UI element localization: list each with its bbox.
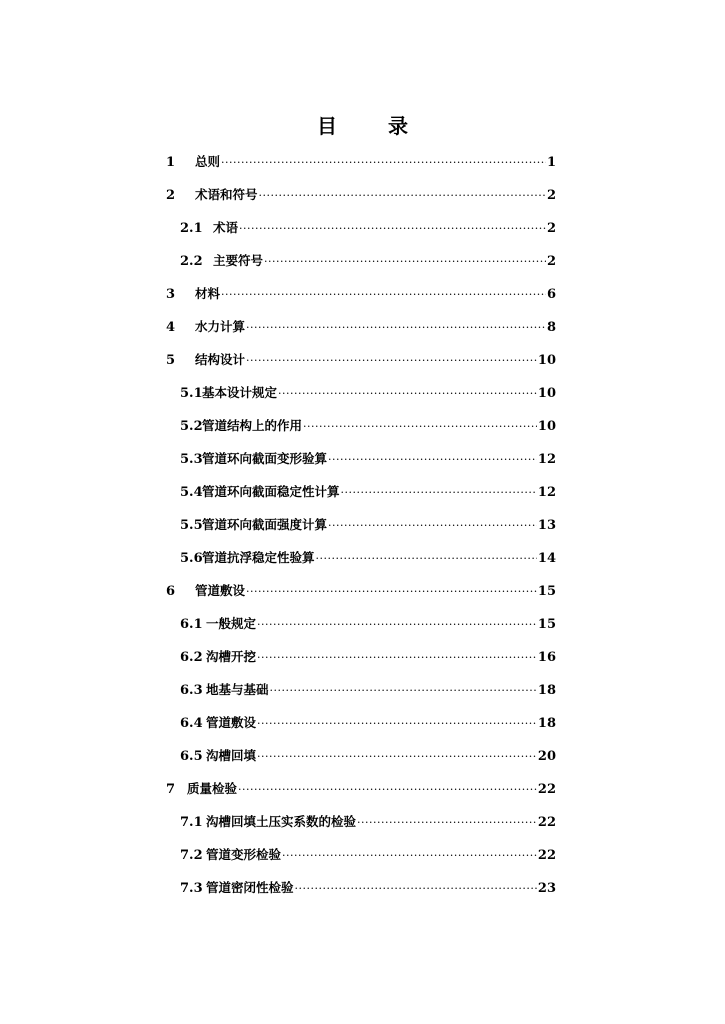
toc-label: 材料 bbox=[195, 286, 221, 301]
toc-page: 15 bbox=[537, 617, 556, 632]
toc-page: 6 bbox=[546, 287, 556, 302]
toc-number: 5.4 bbox=[180, 485, 203, 500]
toc-label: 主要符号 bbox=[213, 253, 264, 268]
toc-label: 地基与基础 bbox=[206, 682, 269, 697]
toc-label: 基本设计规定 bbox=[202, 385, 278, 400]
dot-leader bbox=[257, 747, 537, 767]
toc-number: 6.3 bbox=[180, 683, 203, 698]
dot-leader bbox=[264, 252, 546, 272]
toc-label: 术语和符号 bbox=[195, 187, 258, 202]
toc-label: 管道敷设 bbox=[195, 583, 246, 598]
toc-label: 一般规定 bbox=[206, 616, 257, 631]
toc-page: 23 bbox=[537, 881, 556, 896]
toc-number: 5.6 bbox=[180, 551, 203, 566]
toc-label: 水力计算 bbox=[195, 319, 246, 334]
toc-page: 14 bbox=[537, 551, 556, 566]
toc-entry-7-1[interactable] bbox=[180, 812, 556, 832]
toc-label: 沟槽开挖 bbox=[206, 649, 257, 664]
dot-leader bbox=[357, 813, 537, 833]
toc-label: 质量检验 bbox=[187, 781, 238, 796]
toc-entry-5-2[interactable] bbox=[180, 416, 556, 436]
dot-leader bbox=[257, 615, 537, 635]
dot-leader bbox=[328, 516, 537, 536]
toc-page: 10 bbox=[537, 353, 556, 368]
toc-entry-6-5[interactable] bbox=[180, 746, 556, 766]
toc-page: 8 bbox=[546, 320, 556, 335]
toc-number: 2 bbox=[166, 188, 176, 203]
toc-page: 12 bbox=[537, 452, 556, 467]
toc-entry-5-6[interactable] bbox=[180, 548, 556, 568]
toc-number: 7.2 bbox=[180, 848, 203, 863]
dot-leader bbox=[246, 351, 537, 371]
toc-label: 管道结构上的作用 bbox=[202, 418, 303, 433]
dot-leader bbox=[246, 318, 546, 338]
dot-leader bbox=[316, 549, 537, 569]
toc-label: 总则 bbox=[195, 154, 221, 169]
toc-number: 4 bbox=[166, 320, 176, 335]
toc-number: 2.2 bbox=[180, 254, 203, 269]
toc-number: 6.4 bbox=[180, 716, 203, 731]
toc-entry-6-3[interactable] bbox=[180, 680, 556, 700]
toc-number: 7.1 bbox=[180, 815, 203, 830]
toc-entry-5-3[interactable] bbox=[180, 449, 556, 469]
toc-entry-5-5[interactable] bbox=[180, 515, 556, 535]
toc-number: 5.2 bbox=[180, 419, 203, 434]
toc-entry-7-3[interactable] bbox=[180, 878, 556, 898]
toc-number: 6 bbox=[166, 584, 176, 599]
dot-leader bbox=[303, 417, 537, 437]
toc-label: 管道敷设 bbox=[206, 715, 257, 730]
toc-number: 5.5 bbox=[180, 518, 203, 533]
toc-label: 沟槽回填土压实系数的检验 bbox=[206, 814, 357, 829]
toc-number: 6.2 bbox=[180, 650, 203, 665]
toc-number: 3 bbox=[166, 287, 176, 302]
toc-label: 管道环向截面稳定性计算 bbox=[202, 484, 340, 499]
toc-page: 10 bbox=[537, 386, 556, 401]
toc-label: 管道环向截面变形验算 bbox=[202, 451, 328, 466]
toc-page: 12 bbox=[537, 485, 556, 500]
toc-label: 结构设计 bbox=[195, 352, 246, 367]
dot-leader bbox=[270, 681, 537, 701]
toc-entry-1[interactable] bbox=[166, 152, 556, 172]
dot-leader bbox=[257, 648, 537, 668]
toc-page: 16 bbox=[537, 650, 556, 665]
toc-page: 15 bbox=[537, 584, 556, 599]
toc-number: 7.3 bbox=[180, 881, 203, 896]
toc-number: 5 bbox=[166, 353, 176, 368]
dot-leader bbox=[278, 384, 537, 404]
toc-page: 2 bbox=[546, 221, 556, 236]
toc-entry-2-1[interactable] bbox=[180, 218, 556, 238]
toc-page: 18 bbox=[537, 716, 556, 731]
dot-leader bbox=[295, 879, 537, 899]
toc-entry-5-1[interactable] bbox=[180, 383, 556, 403]
dot-leader bbox=[221, 153, 546, 173]
toc-number: 1 bbox=[166, 155, 176, 170]
toc-entry-7-2[interactable] bbox=[180, 845, 556, 865]
toc-page: 18 bbox=[537, 683, 556, 698]
toc-page: 22 bbox=[537, 782, 556, 797]
toc-page: 13 bbox=[537, 518, 556, 533]
toc-page: 2 bbox=[546, 188, 556, 203]
toc-entry-6-2[interactable] bbox=[180, 647, 556, 667]
toc-page: 10 bbox=[537, 419, 556, 434]
toc-number: 7 bbox=[166, 782, 176, 797]
toc-page: 2 bbox=[546, 254, 556, 269]
dot-leader bbox=[257, 714, 537, 734]
toc-page: 22 bbox=[537, 815, 556, 830]
toc-number: 6.1 bbox=[180, 617, 203, 632]
toc-label: 术语 bbox=[213, 220, 239, 235]
toc-number: 5.3 bbox=[180, 452, 203, 467]
toc-entry-2-2[interactable] bbox=[180, 251, 556, 271]
page-title: 目 录 bbox=[317, 114, 430, 138]
toc-label: 管道变形检验 bbox=[206, 847, 282, 862]
dot-leader bbox=[328, 450, 537, 470]
toc-entry-2[interactable] bbox=[166, 185, 556, 205]
dot-leader bbox=[341, 483, 537, 503]
toc-number: 6.5 bbox=[180, 749, 203, 764]
dot-leader bbox=[259, 186, 546, 206]
toc-page: 1 bbox=[546, 155, 556, 170]
toc-page: 22 bbox=[537, 848, 556, 863]
toc-label: 管道抗浮稳定性验算 bbox=[202, 550, 315, 565]
toc-entry-6[interactable] bbox=[166, 581, 556, 601]
toc-entry-3[interactable] bbox=[166, 284, 556, 304]
toc-entry-5-4[interactable] bbox=[180, 482, 556, 502]
toc-label: 沟槽回填 bbox=[206, 748, 257, 763]
toc-entry-6-4[interactable] bbox=[180, 713, 556, 733]
dot-leader bbox=[282, 846, 537, 866]
toc-entry-6-1[interactable] bbox=[180, 614, 556, 634]
dot-leader bbox=[239, 219, 546, 239]
dot-leader bbox=[221, 285, 546, 305]
toc-page: 20 bbox=[537, 749, 556, 764]
toc-number: 2.1 bbox=[180, 221, 203, 236]
dot-leader bbox=[246, 582, 537, 602]
toc-entry-7[interactable] bbox=[166, 779, 556, 799]
toc-number: 5.1 bbox=[180, 386, 203, 401]
toc-entry-5[interactable] bbox=[166, 350, 556, 370]
toc-label: 管道环向截面强度计算 bbox=[202, 517, 328, 532]
toc-entry-4[interactable] bbox=[166, 317, 556, 337]
toc-label: 管道密闭性检验 bbox=[206, 880, 294, 895]
dot-leader bbox=[238, 780, 537, 800]
